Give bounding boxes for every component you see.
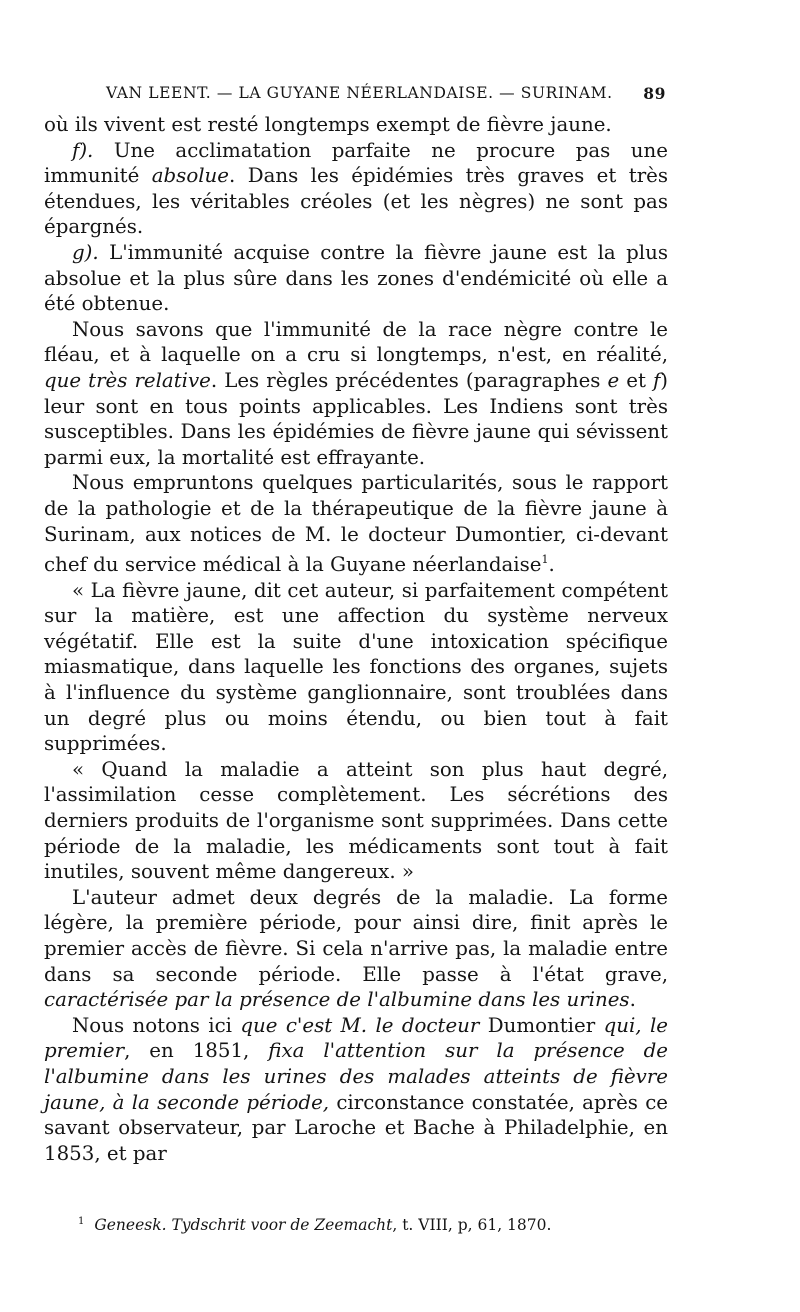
footnote xyxy=(78,1216,638,1234)
page-number: 89 xyxy=(643,84,666,103)
body-text xyxy=(44,112,668,1166)
footnote-mark: 1 xyxy=(78,1216,85,1227)
paragraph-dumontier: Nous empruntons quelques particularités, sous le rapport de la pathologie et de la thérapeutique de la fièvre jaune à Surinam, aux notices de M. le docteur Dumontier, ci-devant chef du service médical à la Guyane néerlandaise$^1$. xyxy=(44,471,668,577)
paragraph-f: f). Une acclimatation parfaite ne procure pas une immunité absolue. Dans les épidémies très graves et très étendues, les véritables créoles (et les nègres) ne sont pas épargnés. xyxy=(44,138,669,239)
running-header xyxy=(106,84,666,102)
paragraph-notons: Nous notons ici que c'est M. le docteur Dumontier qui, le premier, en 1851, fixa l'attention sur la présence de l'albumine dans les urines des malades atteints de fièvre jaune, à la seconde période, circonstance constatée, après ce savant observateur, par Laroche et Bache à Philadelphie, en 1853, et par xyxy=(44,1013,668,1165)
quote-paragraph-2: « Quand la maladie a atteint son plus haut degré, l'assimilation cesse complètement. Les sécrétions des derniers produits de l'organisme sont supprimées. Dans cette période de la maladie, les médicaments sont tout à fait inutiles, souvent même dangereux. » xyxy=(44,757,668,884)
paragraph-immunite: Nous savons que l'immunité de la race nègre contre le fléau, et à laquelle on a cru si longtemps, n'est, en réalité, que très relative. Les règles précédentes (paragraphes e et f) leur sont en tous points applicables. Les Indiens sont très susceptibles. Dans les épidémies de fièvre jaune qui sévissent parmi eux, la mortalité est effrayante. xyxy=(44,317,668,469)
paragraph-degres: L'auteur admet deux degrés de la maladie. La forme légère, la première période, pour ainsi dire, finit après le premier accès de fièvre. Si cela n'arrive pas, la maladie entre dans sa seconde période. Elle passe à l'état grave, caractérisée par la présence de l'albumine dans les urines. xyxy=(44,885,668,1012)
running-title: VAN LEENT. — LA GUYANE NÉERLANDAISE. — SURINAM. xyxy=(106,84,613,102)
paragraph-g: g). L'immunité acquise contre la fièvre jaune est la plus absolue et la plus sûre dans les zones d'endémicité où elle a été obtenue. xyxy=(44,240,668,316)
emphasis-albumine: caractérisée par la présence de l'albumine dans les urines xyxy=(44,988,630,1012)
item-label-g: g). xyxy=(72,240,99,264)
item-label-f: f). xyxy=(72,138,94,162)
paragraph-1: où ils vivent est resté longtemps exempt de fièvre jaune. xyxy=(44,113,612,136)
footnote-citation: , t. VIII, p, 61, 1870. xyxy=(392,1216,552,1234)
emphasis-absolue: absolue xyxy=(151,164,230,188)
quote-paragraph-1: « La fièvre jaune, dit cet auteur, si parfaitement compétent sur la matière, est une affection du système nerveux végétatif. Elle est la suite d'une intoxication spécifique miasmatique, dans laquelle les fonctions des organes, sujets à l'influence du système ganglionnaire, sont troublées dans un degré plus ou moins étendu, ou bien tout à fait supprimées. xyxy=(44,578,668,756)
footnote-reference: 1 xyxy=(541,553,549,567)
footnote-source: Geneesk. Tydschrit voor de Zeemacht xyxy=(94,1216,393,1234)
emphasis-relative: que très relative xyxy=(44,368,211,392)
